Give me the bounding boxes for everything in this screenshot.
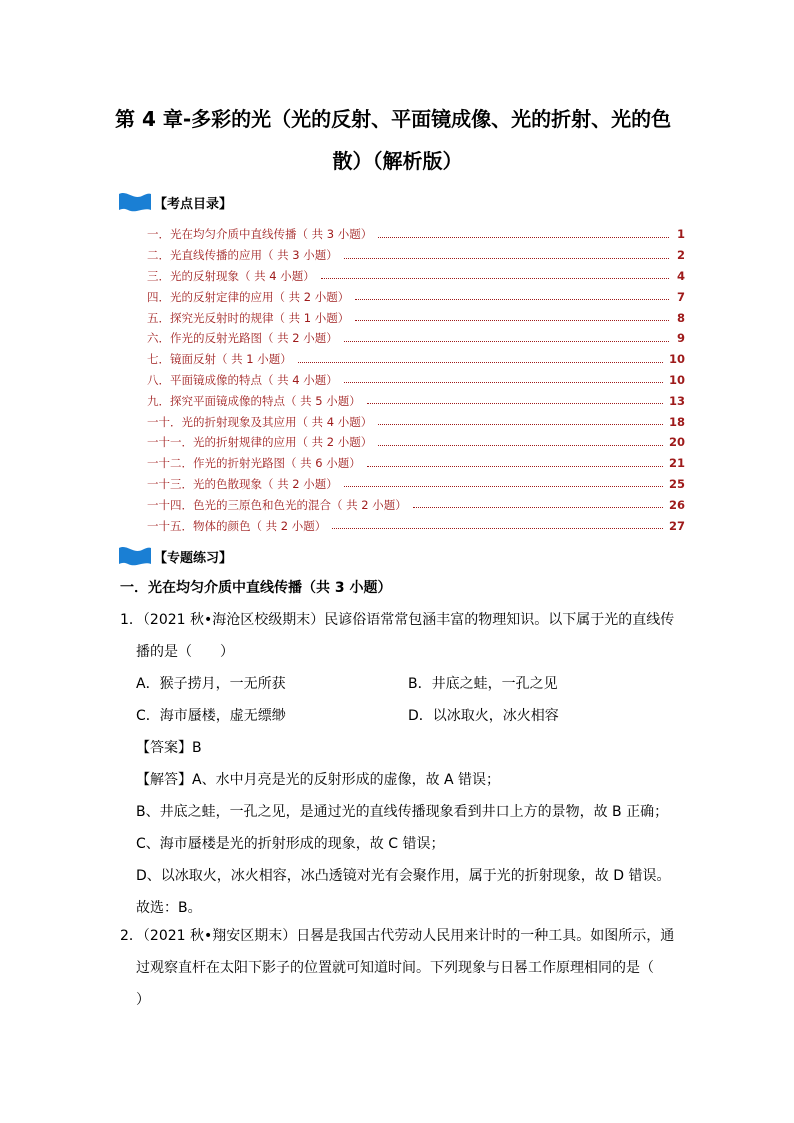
toc-entry[interactable] [147, 494, 685, 515]
document-title [115, 98, 680, 182]
analysis-text-1: A、水中月亮是光的反射形成的虚像，故 A 错误； [192, 772, 501, 788]
toc-entry-page: 26 [668, 497, 685, 512]
option-a: A．猴子捞月，一无所获 [136, 676, 286, 692]
option-d: D．以冰取火，冰火相容 [408, 708, 559, 724]
question-2-stem-line-2: 过观察直杆在太阳下影子的位置就可知道时间。下列现象与日晷工作原理相同的是（ [136, 960, 654, 976]
question-1-stem-line-2: 播的是（ ） [136, 644, 234, 660]
analysis-label: 【解答】 [136, 772, 192, 788]
flag-icon [118, 191, 152, 213]
toc-entry[interactable] [147, 453, 685, 474]
question-1-stem-line-1: 1．（2021 秋•海沧区校级期末）民谚俗语常常包涵丰富的物理知识。以下属于光的直线传 [120, 612, 675, 628]
analysis-line-2: B、井底之蛙，一孔之见，是通过光的直线传播现象看到井口上方的景物，故 B 正确； [136, 804, 669, 820]
options-row-1 [120, 668, 680, 700]
toc-leader-dots [378, 445, 663, 446]
toc-entry-text: 九．探究平面镜成像的特点（ 共 5 小题） [147, 393, 361, 408]
analysis-line-4: D、以冰取火，冰火相容，冰凸透镜对光有会聚作用，属于光的折射现象，故 D 错误。 [136, 868, 671, 884]
title-line-1: 第 4 章-多彩的光（光的反射、平面镜成像、光的折射、光的色 [115, 107, 672, 131]
analysis-line-3: C、海市蜃楼是光的折射形成的现象，故 C 错误； [136, 836, 445, 852]
toc-entry-page: 13 [668, 393, 685, 408]
toc-entry-text: 一十三．光的色散现象（ 共 2 小题） [147, 476, 338, 491]
toc-entry-text: 一．光在均匀介质中直线传播（ 共 3 小题） [147, 227, 373, 242]
toc-leader-dots [344, 486, 663, 487]
toc-entry-page: 18 [668, 414, 685, 429]
toc-entry[interactable] [147, 349, 685, 370]
toc-entry-text: 三．光的反射现象（ 共 4 小题） [147, 268, 315, 283]
toc-entry[interactable] [147, 286, 685, 307]
toc-entry-page: 8 [676, 310, 685, 325]
answer-value: B [192, 740, 202, 756]
answer-label: 【答案】 [136, 740, 192, 756]
toc-entry-page: 10 [668, 372, 685, 387]
toc-entry[interactable] [147, 370, 685, 391]
question-2 [120, 920, 680, 1016]
toc-entry[interactable] [147, 432, 685, 453]
toc-leader-dots [355, 320, 669, 321]
toc-leader-dots [344, 258, 669, 259]
toc-entry-page: 10 [668, 352, 685, 367]
toc-entry[interactable] [147, 515, 685, 536]
toc-entry-page: 4 [676, 268, 685, 283]
toc-entry-text: 二．光直线传播的应用（ 共 3 小题） [147, 248, 338, 263]
options-row-2 [120, 700, 680, 732]
toc-entry-text: 七．镜面反射（ 共 1 小题） [147, 352, 292, 367]
option-c: C．海市蜃楼，虚无缥缈 [136, 708, 286, 724]
toc-leader-dots [378, 237, 669, 238]
toc-entry[interactable] [147, 390, 685, 411]
toc-entry-text: 一十二．作光的折射光路图（ 共 6 小题） [147, 456, 361, 471]
toc-leader-dots [298, 362, 663, 363]
toc-leader-dots [413, 507, 663, 508]
toc-leader-dots [344, 382, 663, 383]
title-line-2: 散）（解析版） [332, 149, 463, 173]
toc-leader-dots [332, 528, 663, 529]
toc-entry-text: 六．作光的反射光路图（ 共 2 小题） [147, 331, 338, 346]
toc-entry-page: 7 [676, 289, 685, 304]
toc-entry-page: 9 [676, 331, 685, 346]
practice-header-label: 【专题练习】 [154, 550, 233, 566]
toc-entry-text: 八．平面镜成像的特点（ 共 4 小题） [147, 372, 338, 387]
toc-entry-page: 27 [668, 518, 685, 533]
answer-line [120, 732, 680, 764]
question-2-stem-line-1: 2．（2021 秋•翔安区期末）日晷是我国古代劳动人民用来计时的一种工具。如图所示，通 [120, 928, 675, 944]
toc-entry-page: 20 [668, 435, 685, 450]
toc-entry-text: 一十五．物体的颜色（ 共 2 小题） [147, 518, 327, 533]
toc-entry-text: 一十．光的折射现象及其应用（ 共 4 小题） [147, 414, 373, 429]
toc-entry-text: 一十四．色光的三原色和色光的混合（ 共 2 小题） [147, 497, 407, 512]
practice-header [118, 543, 232, 569]
toc-entry[interactable] [147, 266, 685, 287]
toc-leader-dots [321, 278, 669, 279]
toc-entry[interactable] [147, 328, 685, 349]
toc-entry[interactable] [147, 224, 685, 245]
toc-entry[interactable] [147, 411, 685, 432]
toc-leader-dots [378, 424, 663, 425]
toc-entry[interactable] [147, 307, 685, 328]
section-1-title: 一．光在均匀介质中直线传播（共 3 小题） [120, 580, 392, 596]
option-b: B．井底之蛙，一孔之见 [408, 676, 558, 692]
toc-header-label: 【考点目录】 [154, 196, 233, 212]
toc-entry[interactable] [147, 245, 685, 266]
toc-entry-text: 四．光的反射定律的应用（ 共 2 小题） [147, 289, 350, 304]
toc-entry-text: 一十一．光的折射规律的应用（ 共 2 小题） [147, 435, 373, 450]
toc-leader-dots [367, 403, 663, 404]
toc-header [118, 189, 232, 215]
question-1 [120, 604, 680, 924]
table-of-contents [147, 224, 685, 536]
toc-leader-dots [355, 299, 669, 300]
question-2-stem-line-3: ） [136, 992, 150, 1008]
toc-entry[interactable] [147, 474, 685, 495]
analysis-line-1 [120, 764, 680, 796]
toc-entry-page: 1 [676, 227, 685, 242]
conclusion-line: 故选：B。 [136, 900, 202, 916]
toc-entry-page: 25 [668, 476, 685, 491]
flag-icon [118, 545, 152, 567]
toc-entry-page: 2 [676, 248, 685, 263]
toc-leader-dots [367, 466, 663, 467]
toc-entry-page: 21 [668, 456, 685, 471]
toc-entry-text: 五．探究光反射时的规律（ 共 1 小题） [147, 310, 350, 325]
toc-leader-dots [344, 341, 669, 342]
